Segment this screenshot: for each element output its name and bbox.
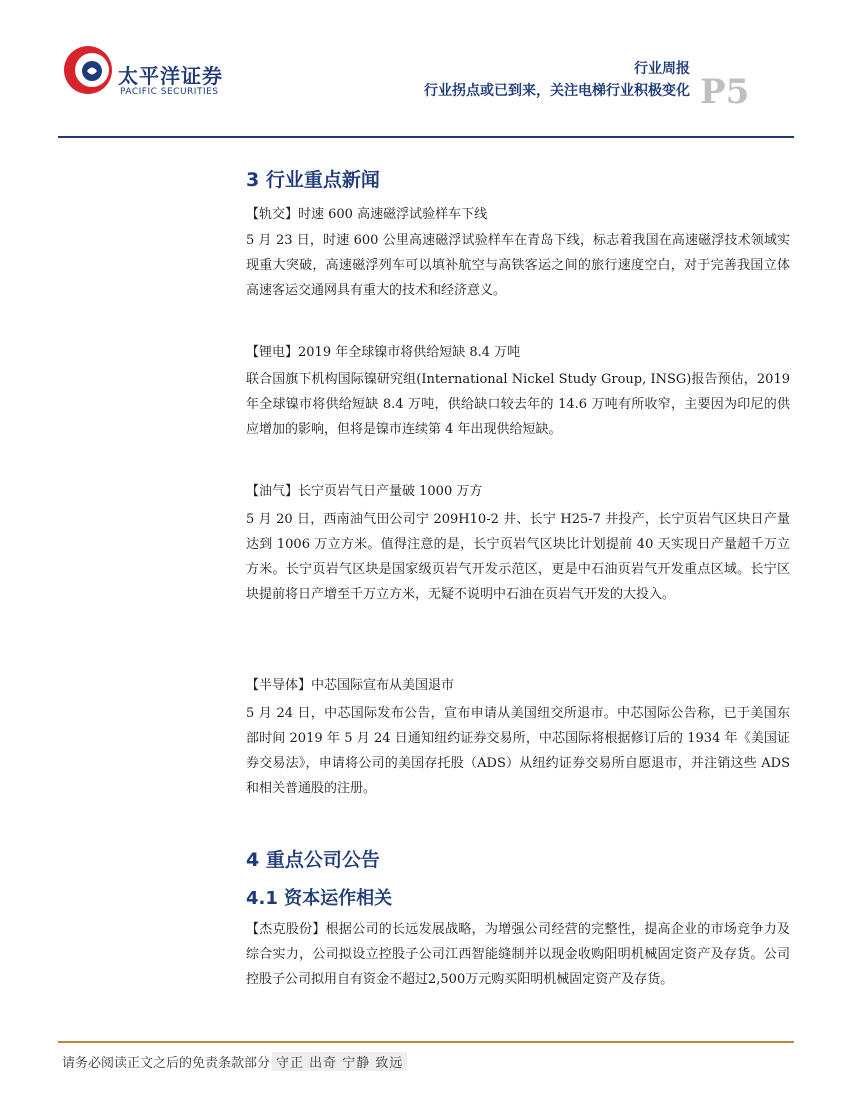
- pacific-securities-logo: [62, 44, 114, 96]
- news-body: 5 月 24 日，中芯国际发布公告，宣布申请从美国纽交所退市。中芯国际公告称，已于美国东部时间 2019 年 5 月 24 日通知纽约证券交易所，中芯国际将根据修订后的 1934 年《美国证券交易法》，申请将公司的美国存托股（ADS）从纽约证券交易所自愿退市，并注销这些 ADS 和相关普通股的注册。: [246, 706, 790, 796]
- header-divider: [58, 136, 794, 138]
- footer-slogan: 守正 出奇 宁静 致远: [272, 1052, 407, 1071]
- news-title: 【油气】长宁页岩气日产量破 1000 万方: [246, 484, 483, 499]
- page-number: P5: [700, 72, 750, 112]
- news-title: 【轨交】时速 600 高速磁浮试验样车下线: [246, 207, 488, 222]
- footer-disclaimer: 请务必阅读正文之后的免责条款部分: [62, 1056, 271, 1071]
- footer-divider: [58, 1041, 794, 1043]
- subsection-heading: 4.1 资本运作相关: [246, 888, 393, 909]
- section-heading: 3 行业重点新闻: [246, 169, 380, 191]
- announcement-body: 【杰克股份】根据公司的长远发展战略，为增强公司经营的完整性，提高企业的市场竞争力及综合实力，公司拟设立控股子公司江西智能缝制并以现金收购阳明机械固定资产及存货。公司控股子公司拟用自有资金不超过2,500万元购买阳明机械固定资产及存货。: [246, 922, 790, 987]
- report-title: 行业拐点或已到来，关注电梯行业积极变化: [424, 83, 690, 99]
- brand-name-en: PACIFIC SECURITIES: [120, 87, 219, 97]
- report-type: 行业周报: [634, 61, 690, 77]
- news-title: 【半导体】中芯国际宣布从美国退市: [246, 678, 455, 693]
- footer: [62, 1052, 407, 1071]
- news-body: 5 月 23 日，时速 600 公里高速磁浮试验样车在青岛下线，标志着我国在高速磁浮技术领域实现重大突破，高速磁浮列车可以填补航空与高铁客运之间的旅行速度空白，对于完善我国立体高速客运交通网具有重大的技术和经济意义。: [246, 233, 790, 298]
- brand-name-cn: 太平洋证券: [118, 64, 223, 88]
- news-body: 联合国旗下机构国际镍研究组(International Nickel Study Group, INSG)报告预估，2019 年全球镍市将供给短缺 8.4 万吨，供给缺口较去年的 14.6 万吨有所收窄，主要因为印尼的供应增加的影响，但将是镍市连续第 4 年出现供给短缺。: [246, 372, 790, 437]
- news-body: 5 月 20 日，西南油气田公司宁 209H10-2 井、长宁 H25-7 井投产，长宁页岩气区块日产量达到 1006 万立方米。值得注意的是，长宁页岩气区块比计划提前 40 天实现日产量超千万立方米。长宁页岩气区块是国家级页岩气开发示范区，更是中石油页岩气开发重点区域。长宁区块提前将日产增至千万立方米，无疑不说明中石油在页岩气开发的大投入。: [246, 512, 790, 602]
- news-title: 【锂电】2019 年全球镍市将供给短缺 8.4 万吨: [246, 345, 521, 360]
- section-heading: 4 重点公司公告: [246, 849, 380, 871]
